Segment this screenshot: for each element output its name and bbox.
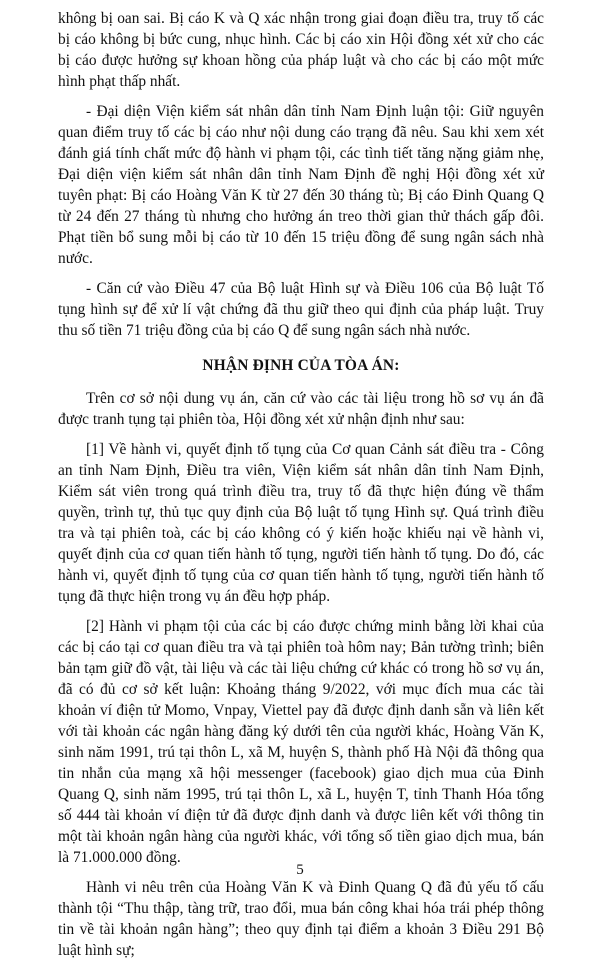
page-number: 5 — [296, 862, 304, 878]
paragraph-conclusion: Hành vi nêu trên của Hoàng Văn K và Đinh Quang Q đã đủ yếu tố cấu thành tội “Thu thập, tàng trữ, trao đổi, mua bán công khai hóa trái phép thông tin về tài khoản ngân hàng”; theo quy định tại điểm a khoản 3 Điều 291 Bộ luật hình sự; — [58, 879, 544, 959]
paragraph-defendants-plea: không bị oan sai. Bị cáo K và Q xác nhận trong giai đoạn điều tra, truy tố các bị cáo không bị bức cung, nhục hình. Các bị cáo xin Hội đồng xét xử cho các bị cáo được hưởng sự khoan hồng của pháp luật và cho các bị cáo một mức hình phạt thấp nhất. — [58, 10, 544, 90]
paragraph-evidence-handling: - Căn cứ vào Điều 47 của Bộ luật Hình sự và Điều 106 của Bộ luật Tố tụng hình sự để xử lí vật chứng đã thu giữ theo qui định của pháp luật. Truy thu số tiền 71 triệu đồng của bị cáo Q để sung ngân sách nhà nước. — [58, 280, 544, 339]
paragraph-court-basis: Trên cơ sở nội dung vụ án, căn cứ vào các tài liệu trong hồ sơ vụ án đã được tranh tụng tại phiên tòa, Hội đồng xét xử nhận định như sau: — [58, 390, 544, 428]
paragraph-finding-2: [2] Hành vi phạm tội của các bị cáo được chứng minh bằng lời khai của các bị cáo tại cơ quan điều tra và tại phiên toà hôm nay; Bản tường trình; biên bản tạm giữ đồ vật, tài liệu và các tài liệu chứng cứ khác có trong hồ sơ vụ án, đã có đủ cơ sở kết luận: Khoảng tháng 9/2022, với mục đích mua các tài khoản ví điện tử Momo, Vnpay, Viettel pay đã được định danh sẵn và liên kết với tài khoản các ngân hàng đăng ký dưới tên của người khác, Hoàng Văn K, sinh năm 1991, trú tại thôn L, xã M, huyện S, thành phố Hà Nội đã thông qua tin nhắn của mạng xã hội messenger (facebook) giao dịch mua của Đinh Quang Q, sinh năm 1995, trú tại thôn L, xã L, huyện T, tỉnh Thanh Hóa tổng số 444 tài khoản ví điện tử đã được định danh và được liên kết với thông tin một tài khoản ngân hàng của người khác, với tổng số tiền giao dịch mua, bán là 71.000.000 đồng. — [58, 618, 544, 866]
document-page — [58, 8, 544, 970]
paragraph-finding-1: [1] Về hành vi, quyết định tố tụng của Cơ quan Cảnh sát điều tra - Công an tỉnh Nam Định, Điều tra viên, Viện kiểm sát nhân dân tỉnh Nam Định, Kiểm sát viên trong quá trình điều tra, truy tố đã thực hiện đúng về thẩm quyền, trình tự, thủ tục quy định của Bộ luật tố tụng Hình sự. Quá trình điều tra và tại phiên toà, các bị cáo không có ý kiến hoặc khiếu nại về hành vi, quyết định của cơ quan tiến hành tố tụng, người tiến hành tố tụng. Do đó, các hành vi, quyết định tố tụng của cơ quan tiến hành tố tụng, người tiến hành tố tụng đã thực hiện trong vụ án đều hợp pháp. — [58, 441, 544, 605]
section-heading: NHẬN ĐỊNH CỦA TÒA ÁN: — [202, 357, 400, 374]
paragraph-prosecutor-argument: - Đại diện Viện kiểm sát nhân dân tỉnh Nam Định luận tội: Giữ nguyên quan điểm truy tố các bị cáo như nội dung cáo trạng đã nêu. Sau khi xem xét đánh giá tính chất mức độ hành vi phạm tội, các tình tiết tăng nặng giảm nhẹ, Đại diện viện kiểm sát nhân dân tỉnh Nam Định đề nghị Hội đồng xét xử tuyên phạt: Bị cáo Hoàng Văn K từ 27 đến 30 tháng tù; Bị cáo Đinh Quang Q từ 24 đến 27 tháng tù nhưng cho hưởng án treo thời gian thử thách gấp đôi. Phạt tiền bổ sung mỗi bị cáo từ 10 đến 15 triệu đồng để sung ngân sách nhà nước. — [58, 103, 544, 267]
